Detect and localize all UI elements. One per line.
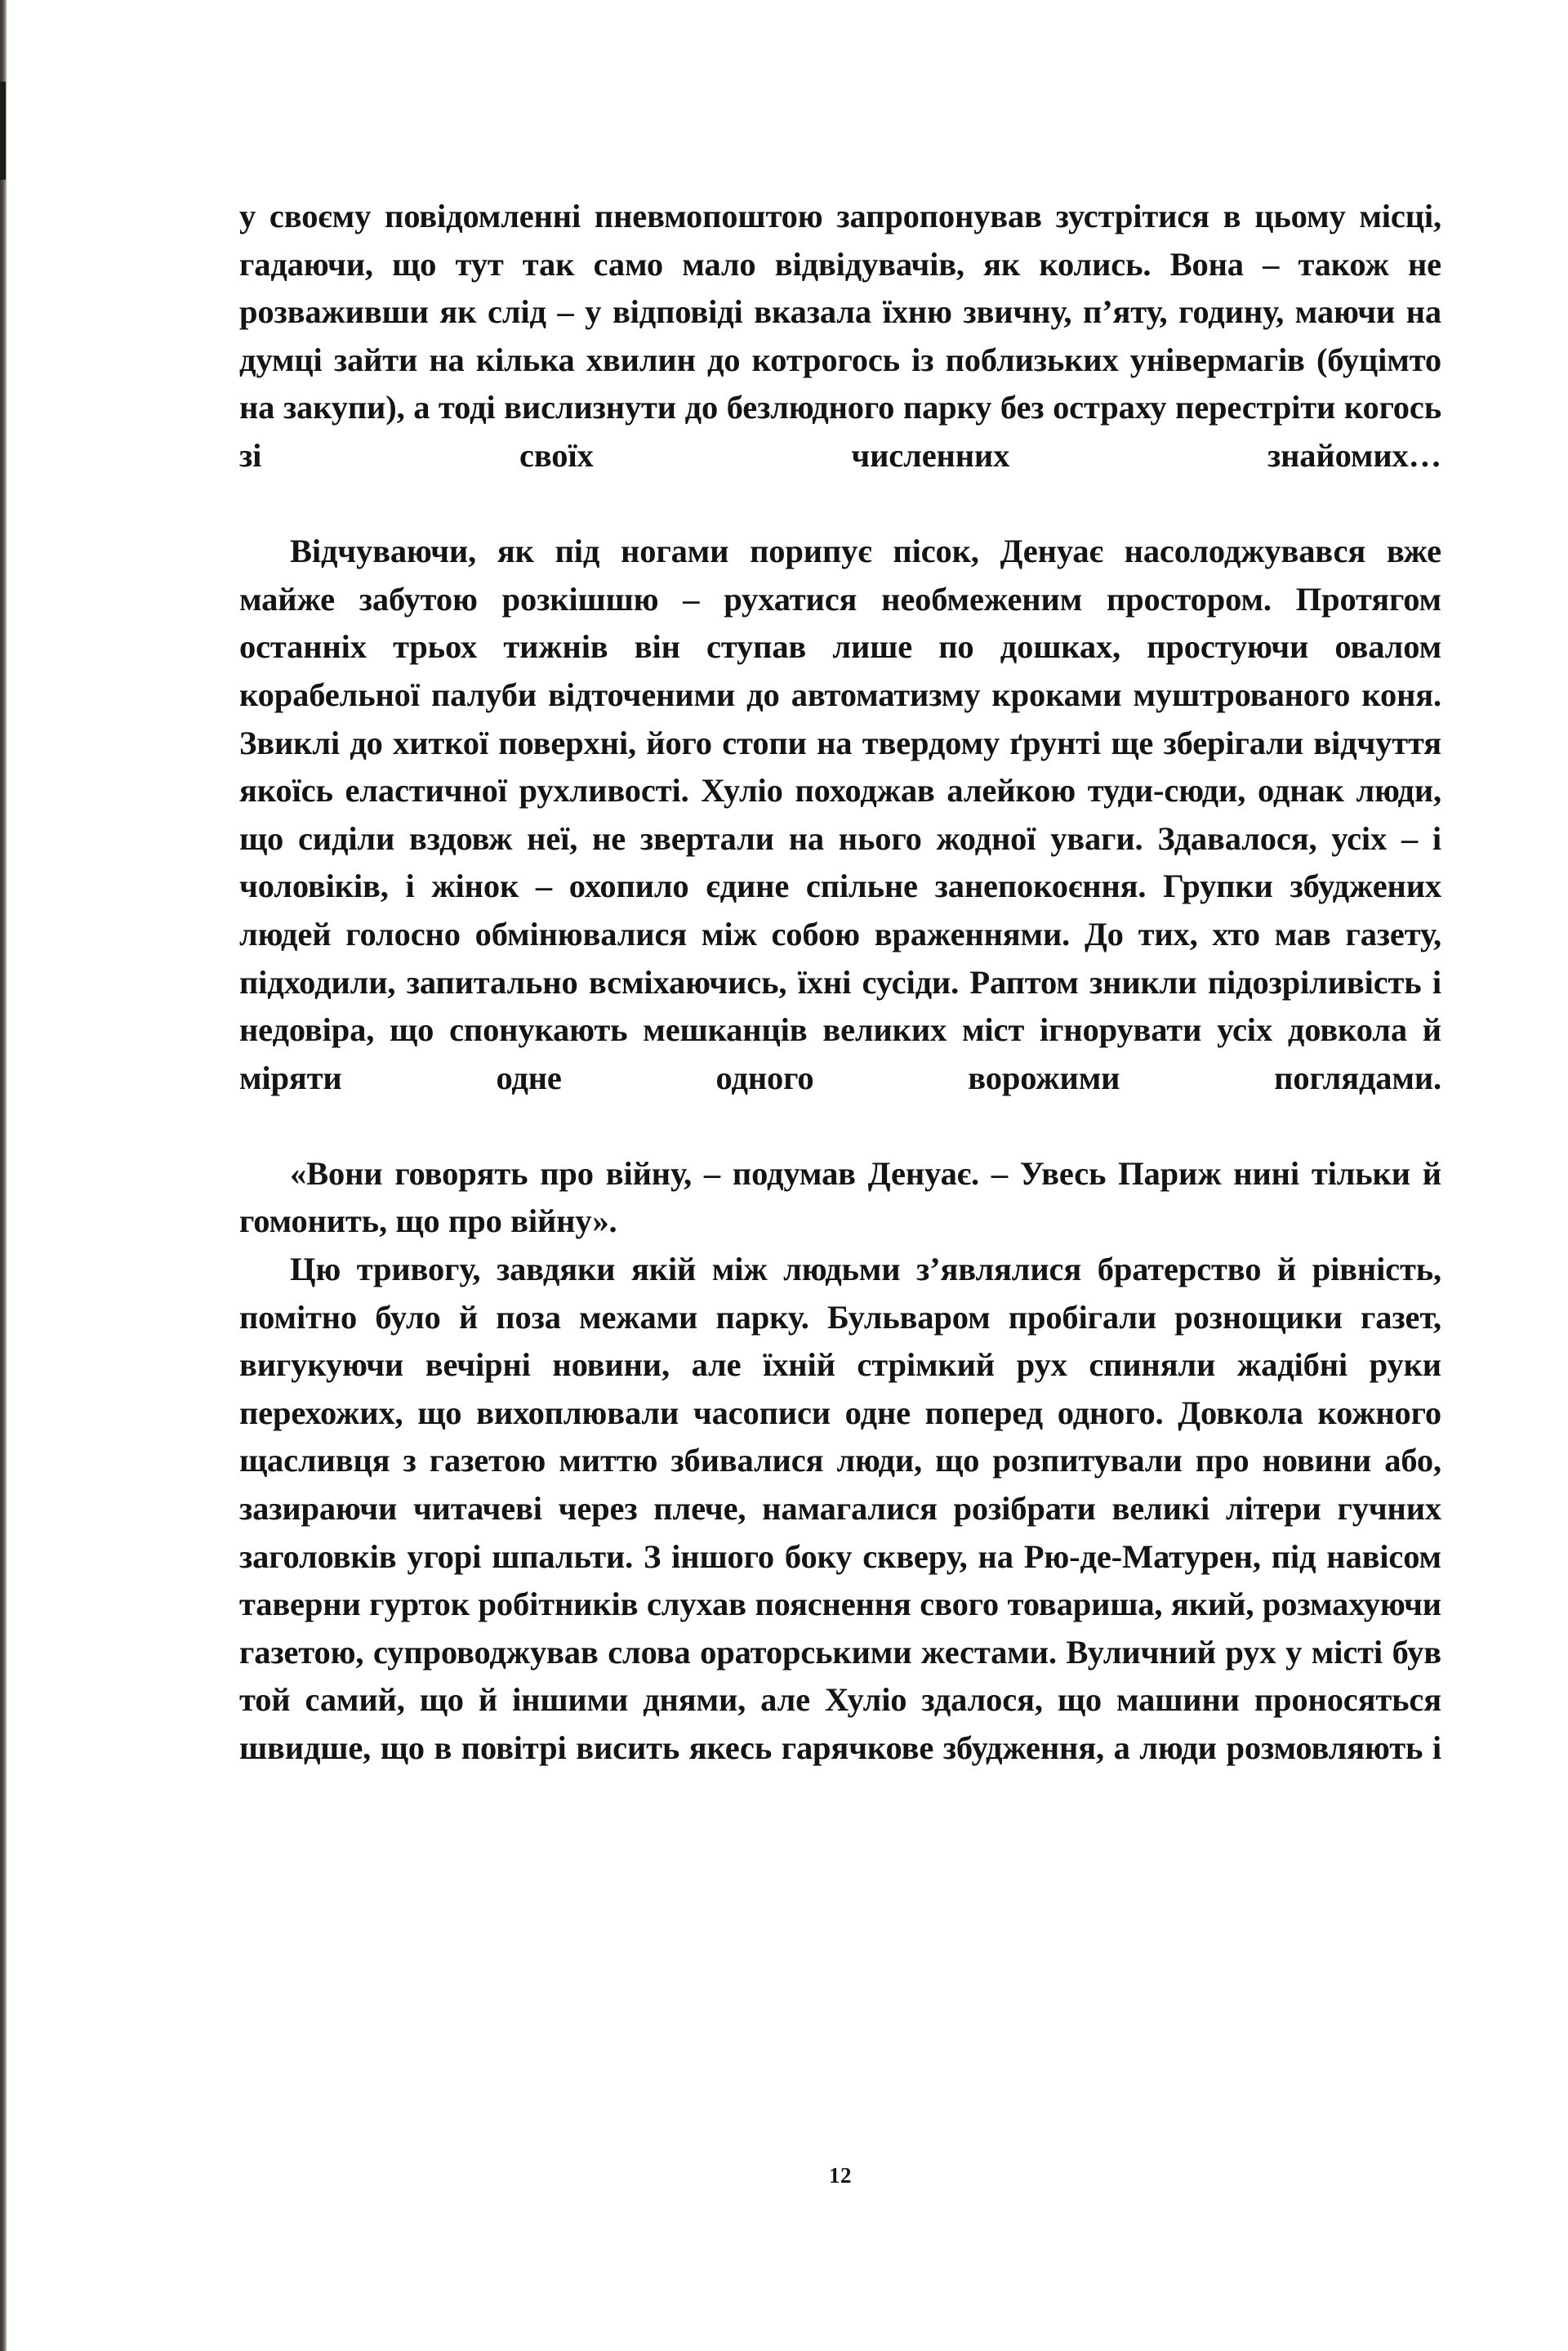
scan-binding-shadow [0, 82, 6, 180]
scan-binding-edge [0, 0, 7, 2351]
paragraph-denoir-sand: Відчуваючи, як під ногами порипує пісок, Денуає насолоджувався вже майже забутою розкішшю – рухатися необмеженим простором. Протягом останніх трьох тижнів він ступав лише по дошках, простуючи овалом корабельної палуби відточеними до автоматизму кроками муштрованого коня. Звиклі до хиткої поверхні, його стопи на твердому ґрунті ще зберігали відчуття якоїсь еластичної рухливості. Хуліо походжав алейкою туди-сюди, однак люди, що сиділи вздовж неї, не звертали на нього жодної уваги. Здавалося, усіх – і чоловіків, і жінок – охопило єдине спільне занепокоєння. Групки збуджених людей голосно обмінювалися між собою враженнями. До тих, хто мав газету, підходили, запитально всміхаючись, їхні сусіди. Раптом зникли підозріливість і недовіра, що спонукають мешканців великих міст ігнорувати усіх довкола й міряти одне одного ворожими поглядами. [239, 533, 1441, 1096]
text-column [239, 193, 1441, 1820]
page-number: 12 [829, 2163, 852, 2188]
paragraph-continuation: у своєму повідомленні пневмопоштою запропонував зустрітися в цьому місці, гадаючи, що тут так само мало відвідувачів, як колись. Вона – також не розваживши як слід – у відповіді вказала їхню звичну, п’яту, годину, маючи на думці зайти на кілька хвилин до котрогось із поблизьких універмагів (буцімто на закупи), а тоді вислизнути до безлюдного парку без остраху перестріти когось зі своїх численних знайомих… [239, 198, 1441, 474]
paragraph-alarm-city: Цю тривогу, завдяки якій між людьми з’являлися братерство й рівність, помітно було й поза межами парку. Бульваром пробігали рознощики газет, вигукуючи вечірні новини, але їхній стрімкий рух спиняли жадібні руки перехожих, що вихоплювали часописи одне поперед одного. Довкола кожного щасливця з газетою миттю збивалися люди, що розпитували про новини або, зазираючи читачеві через плече, намагалися розібрати великі літери гучних заголовків угорі шпальти. З іншого боку скверу, на Рю-де-Матурен, під навісом таверни гурток робітників слухав пояснення свого товариша, який, розмахуючи газетою, супроводжував слова ораторськими жестами. Вуличний рух у місті був той самий, що й іншими днями, але Хуліо здалося, що машини проносяться швидше, що в повітрі висить якесь гарячкове збудження, а люди розмовляють і [239, 1251, 1441, 1766]
paragraph-quote-war: «Вони говорять про війну, – подумав Денуає. – Увесь Париж нині тільки й гомонить, що про війну». [239, 1154, 1441, 1240]
